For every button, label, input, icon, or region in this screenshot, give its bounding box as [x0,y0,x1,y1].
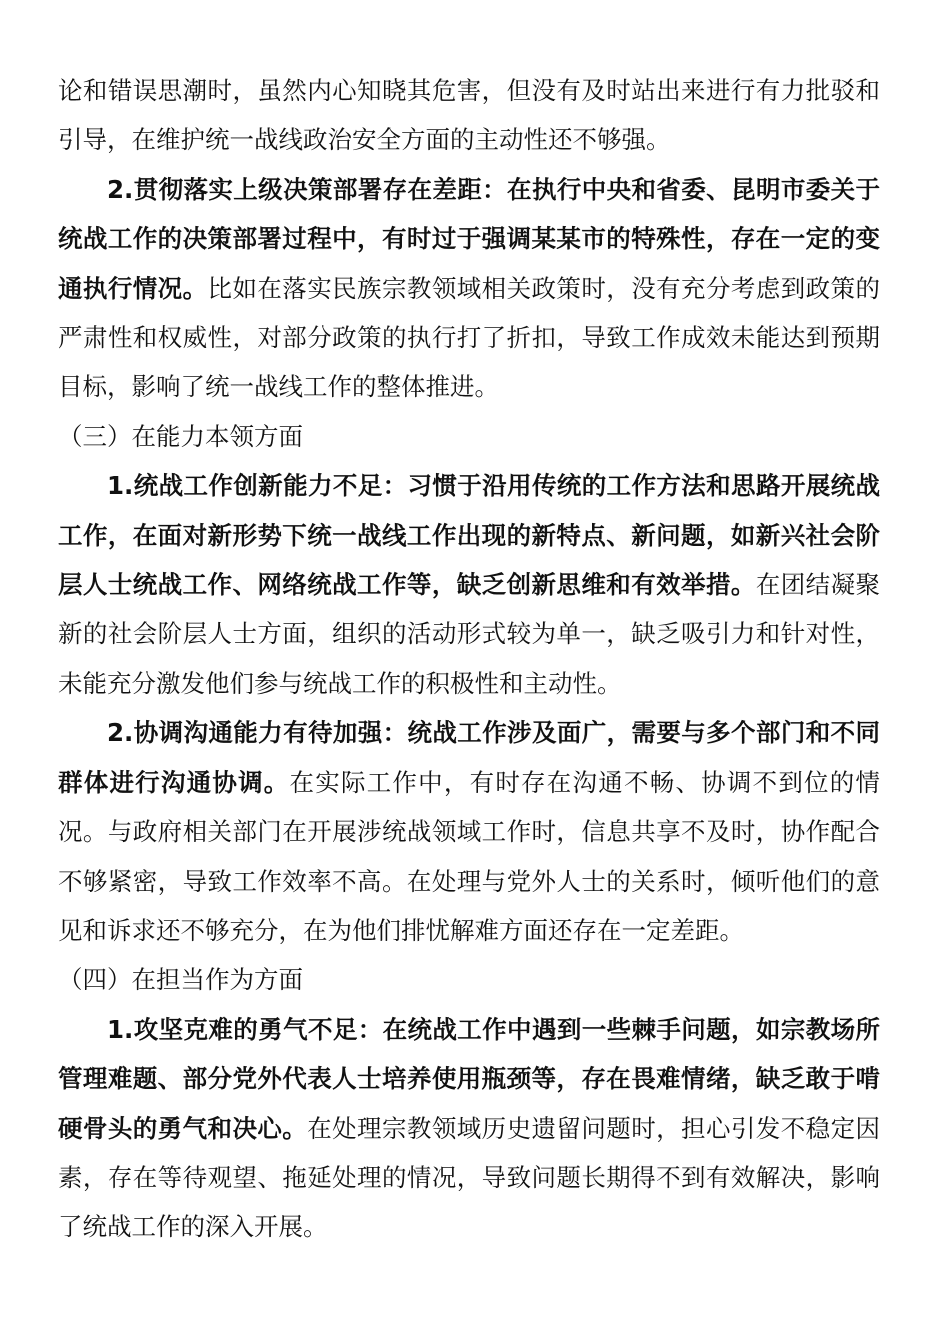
paragraph-text: 在处理宗教领域历史遗留问题时，担心引发不稳定因素，存在等待观望、拖延处理的情况，导致问题长期得不到有效解决，影响了统战工作的深入开展。 [58,1113,880,1242]
paragraph-text: 在实际工作中，有时存在沟通不畅、协调不到位的情况。与政府相关部门在开展涉统战领域工作时，信息共享不及时，协作配合不够紧密，导致工作效率不高。在处理与党外人士的关系时，倾听他们的意见和诉求还不够充分，在为他们排忧解难方面还存在一定差距。 [58,767,880,945]
document-page [58,66,880,1252]
paragraph-text: 比如在落实民族宗教领域相关政策时，没有充分考虑到政策的严肃性和权威性，对部分政策的执行打了折扣，导致工作成效未能达到预期目标，影响了统一战线工作的整体推进。 [58,273,880,402]
paragraph-bold-lead: 1.统战工作创新能力不足：习惯于沿用传统的工作方法和思路开展统战工作，在面对新形势下统一战线工作出现的新特点、新问题，如新兴社会阶层人士统战工作、网络统战工作等，缺乏创新思维和有效举措。 [58,471,880,600]
paragraph-bold-lead: 2.贯彻落实上级决策部署存在差距：在执行中央和省委、昆明市委关于统战工作的决策部署过程中，有时过于强调某某市的特殊性，存在一定的变通执行情况。 [58,174,880,303]
paragraph-text: 在团结凝聚新的社会阶层人士方面，组织的活动形式较为单一，缺乏吸引力和针对性，未能充分激发他们参与统战工作的积极性和主动性。 [58,570,880,698]
section-heading-text: （四）在担当作为方面 [58,965,303,995]
paragraph-innovation-ability [58,461,880,708]
paragraph-decision-implementation-gap [58,165,880,412]
paragraph-continuation [58,66,880,165]
paragraph-bold-lead: 1.攻坚克难的勇气不足：在统战工作中遇到一些棘手问题，如宗教场所管理难题、部分党外代表人士培养使用瓶颈等，存在畏难情绪，缺乏敢于啃硬骨头的勇气和决心。 [58,1014,880,1143]
paragraph-coordination-ability [58,708,880,955]
section-heading-ability [58,412,880,461]
paragraph-courage [58,1005,880,1252]
paragraph-bold-lead: 2.协调沟通能力有待加强：统战工作涉及面广，需要与多个部门和不同群体进行沟通协调。 [58,718,880,797]
section-heading-text: （三）在能力本领方面 [58,421,303,451]
section-heading-responsibility [58,955,880,1004]
paragraph-text: 论和错误思潮时，虽然内心知晓其危害，但没有及时站出来进行有力批驳和引导，在维护统一战线政治安全方面的主动性还不够强。 [58,76,880,155]
